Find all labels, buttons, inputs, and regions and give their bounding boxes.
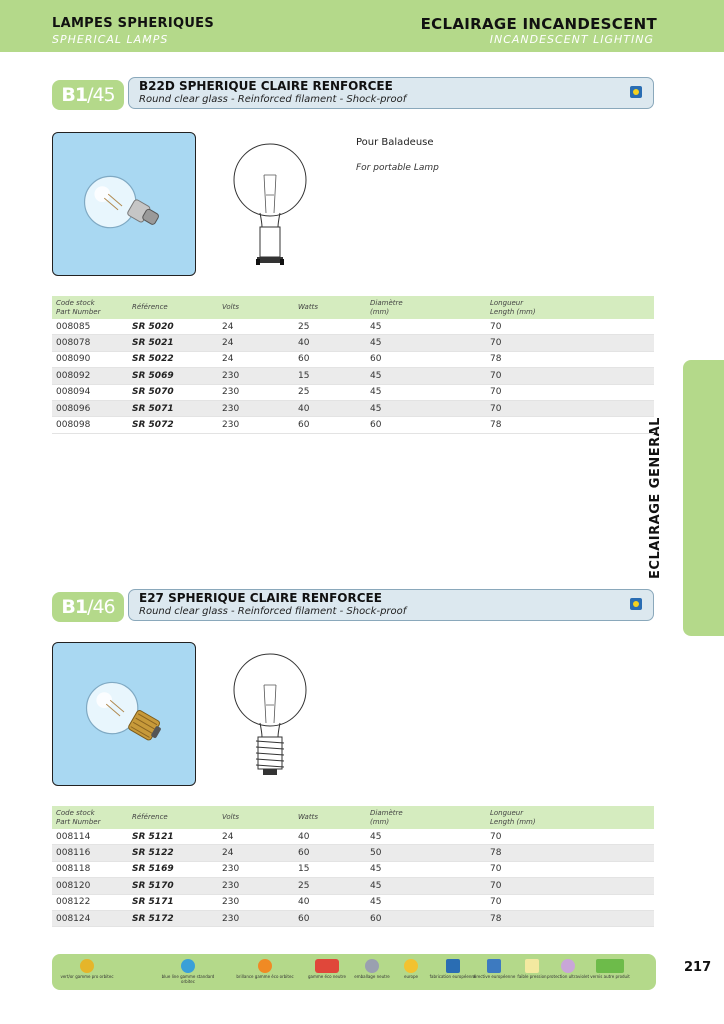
badge-code-bold: B1 [61, 596, 88, 618]
varnish-icon [596, 959, 624, 973]
gold-range-icon [80, 959, 94, 973]
col-length: Longueur Length (mm) [486, 806, 654, 829]
lamp-class-icon [630, 598, 642, 610]
col-code: Code stock Part Number [52, 296, 128, 319]
product-table-b1-46 [52, 806, 654, 927]
product-code-badge [52, 592, 124, 622]
table-row: 008122 SR 5171 230 40 45 70 [52, 894, 654, 910]
product-title-box [128, 77, 654, 109]
uv-protection-icon [561, 959, 575, 973]
col-volts: Volts [218, 806, 294, 829]
badge-code-number: /46 [87, 596, 115, 618]
table-header-row [52, 806, 654, 829]
badge-code-number: /45 [87, 84, 115, 106]
table-row: 008098 SR 5072 230 60 60 78 [52, 417, 654, 433]
col-reference: Référence [128, 806, 218, 829]
legend-item: vert/or gamme pro orbitec [54, 954, 120, 979]
technical-drawing-e27 [230, 645, 310, 790]
blue-line-icon [181, 959, 195, 973]
category-title-en: SPHERICAL LAMPS [52, 33, 169, 46]
legend-footer [52, 954, 656, 990]
legend-item: europe [378, 954, 444, 979]
table-row: 008096 SR 5071 230 40 45 70 [52, 400, 654, 416]
legend-item: emballage neutre [339, 954, 405, 979]
usage-note-en: For portable Lamp [356, 163, 439, 173]
legend-item: fabrication européenne [420, 954, 486, 979]
col-watts: Watts [294, 806, 366, 829]
europe-icon [404, 959, 418, 973]
badge-code-bold: B1 [61, 84, 88, 106]
table-row: 008118 SR 5169 230 15 45 70 [52, 861, 654, 877]
lamp-class-icon [630, 86, 642, 98]
usage-note-fr: Pour Baladeuse [356, 137, 434, 148]
side-tab-label-fr: ECLAIRAGE GENERAL [648, 417, 663, 579]
table-row: 008114 SR 5121 24 40 45 70 [52, 829, 654, 845]
col-diameter: Diamètre (mm) [366, 806, 486, 829]
table-header-row [52, 296, 654, 319]
legend-item: directive européenne [461, 954, 527, 979]
technical-drawing-b22d [230, 135, 310, 280]
side-tab[interactable] [683, 360, 724, 636]
section-title-fr: ECLAIRAGE INCANDESCENT [420, 15, 657, 33]
table-row: 008092 SR 5069 230 15 45 70 [52, 368, 654, 384]
page-number: 217 [684, 960, 712, 975]
col-reference: Référence [128, 296, 218, 319]
legend-item: protection ultraviolet [535, 954, 601, 979]
col-code: Code stock Part Number [52, 806, 128, 829]
brilliance-icon [258, 959, 272, 973]
legend-item: faible pression [499, 954, 565, 979]
table-row: 008120 SR 5170 230 25 45 70 [52, 878, 654, 894]
col-length: Longueur Length (mm) [486, 296, 654, 319]
legend-item: gamme éco neutre [294, 954, 360, 979]
table-row: 008090 SR 5022 24 60 60 78 [52, 351, 654, 367]
product-photo-e27 [52, 642, 196, 786]
eco-range-icon [315, 959, 339, 973]
col-watts: Watts [294, 296, 366, 319]
page-header [0, 0, 724, 52]
table-row: 008085 SR 5020 24 25 45 70 [52, 319, 654, 335]
product-title: B22D SPHERIQUE CLAIRE RENFORCEE [139, 79, 393, 93]
legend-item: brillance gamme éco orbitec [232, 954, 298, 979]
col-diameter: Diamètre (mm) [366, 296, 486, 319]
neutral-packaging-icon [365, 959, 379, 973]
table-row: 008094 SR 5070 230 25 45 70 [52, 384, 654, 400]
product-photo-b22d [52, 132, 196, 276]
section-title-en: INCANDESCENT LIGHTING [489, 33, 654, 46]
col-volts: Volts [218, 296, 294, 319]
table-row: 008116 SR 5122 24 60 50 78 [52, 845, 654, 861]
table-row: 008078 SR 5021 24 40 45 70 [52, 335, 654, 351]
product-title: E27 SPHERIQUE CLAIRE RENFORCEE [139, 591, 382, 605]
side-tab-label-en: GENERAL LIGHTING [663, 431, 676, 565]
table-row: 008124 SR 5172 230 60 60 78 [52, 910, 654, 926]
legend-item: vernis autre produit [577, 954, 643, 979]
legend-item: blue line gamme standard orbitec [155, 954, 221, 984]
category-title-fr: LAMPES SPHERIQUES [52, 16, 215, 31]
european-manufacturing-icon [446, 959, 460, 973]
product-table-b1-45 [52, 296, 654, 434]
product-subtitle: Round clear glass - Reinforced filament - Shock-proof [139, 94, 407, 105]
product-subtitle: Round clear glass - Reinforced filament - Shock-proof [139, 606, 407, 617]
product-title-box [128, 589, 654, 621]
product-code-badge [52, 80, 124, 110]
